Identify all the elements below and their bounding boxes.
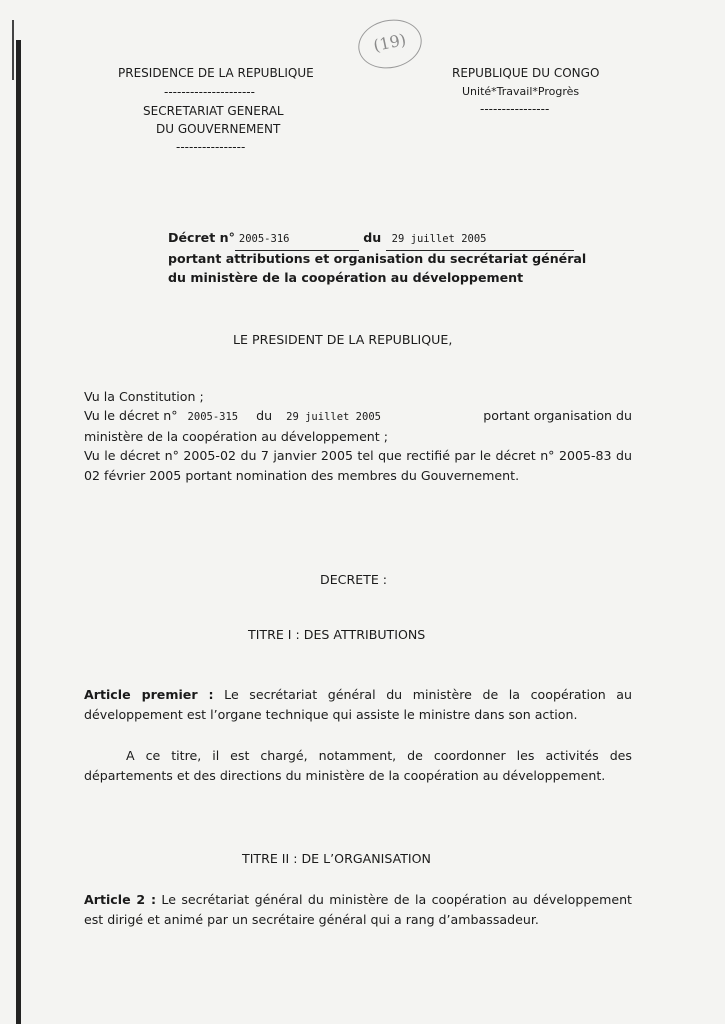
decrete-heading: DECRETE : (320, 572, 388, 587)
vu-constitution: Vu la Constitution ; (84, 389, 204, 404)
vu-decret-number: 2005-315 (187, 411, 239, 423)
article-1 (84, 685, 632, 724)
header-separator-1: --------------------- (164, 85, 255, 99)
decree-subject-1: portant attributions et organisation du secrétariat général (168, 251, 587, 266)
decree-prefix: Décret n° (168, 230, 235, 245)
titre-2-heading: TITRE II : DE L’ORGANISATION (242, 851, 431, 866)
president-heading: LE PRESIDENT DE LA REPUBLIQUE, (233, 332, 453, 347)
binding-edge (16, 40, 21, 1024)
vu-decret-nomination: Vu le décret n° 2005-02 du 7 janvier 2005 tel que rectifié par le décret n° 2005-83 du 02 février 2005 portant nomination des membres du Gouvernement. (84, 448, 632, 483)
article-2-label: Article 2 : (84, 892, 156, 907)
header-republique: REPUBLIQUE DU CONGO (452, 66, 600, 80)
decree-number: 2005-316 (235, 230, 359, 251)
header-presidence: PRESIDENCE DE LA REPUBLIQUE (118, 66, 314, 80)
vu-ministere: ministère de la coopération au développement ; (84, 429, 388, 444)
article-2 (84, 890, 632, 929)
vu-decret-organisation (84, 406, 632, 428)
header-motto: Unité*Travail*Progrès (462, 85, 580, 98)
article-1-paragraph-2: A ce titre, il est chargé, notamment, de coordonner les activités des départements et des directions du ministère de la coopération au développement. (84, 748, 632, 783)
titre-1-heading: TITRE I : DES ATTRIBUTIONS (248, 627, 426, 642)
article-2-text: Le secrétariat général du ministère de la coopération au développement est dirigé et animé par un secrétaire général qui a rang d’ambassadeur. (84, 892, 632, 927)
decree-date: 29 juillet 2005 (386, 230, 574, 251)
vu-decret-prefix: Vu le décret n° (84, 408, 178, 423)
header-gouvernement: DU GOUVERNEMENT (156, 122, 281, 136)
article-1-text: Le secrétariat général du ministère de la coopération au développement est l’organe technique qui assiste le ministre dans son action. (84, 687, 632, 722)
header-separator-right: ---------------- (480, 102, 550, 116)
decree-subject-2: du ministère de la coopération au développement (168, 270, 524, 285)
header-secretariat: SECRETARIAT GENERAL (143, 104, 284, 118)
vu-decret-du: du (256, 408, 273, 423)
page-number-stamp: (19) (354, 14, 427, 74)
binding-edge-top (12, 20, 14, 80)
vu-decret-suffix: portant organisation du (483, 408, 632, 423)
decree-du: du (363, 230, 382, 245)
decree-title (168, 228, 574, 251)
header-separator-2: ---------------- (176, 140, 246, 154)
article-1-label: Article premier : (84, 687, 214, 702)
vu-decret-date: 29 juillet 2005 (286, 411, 381, 423)
